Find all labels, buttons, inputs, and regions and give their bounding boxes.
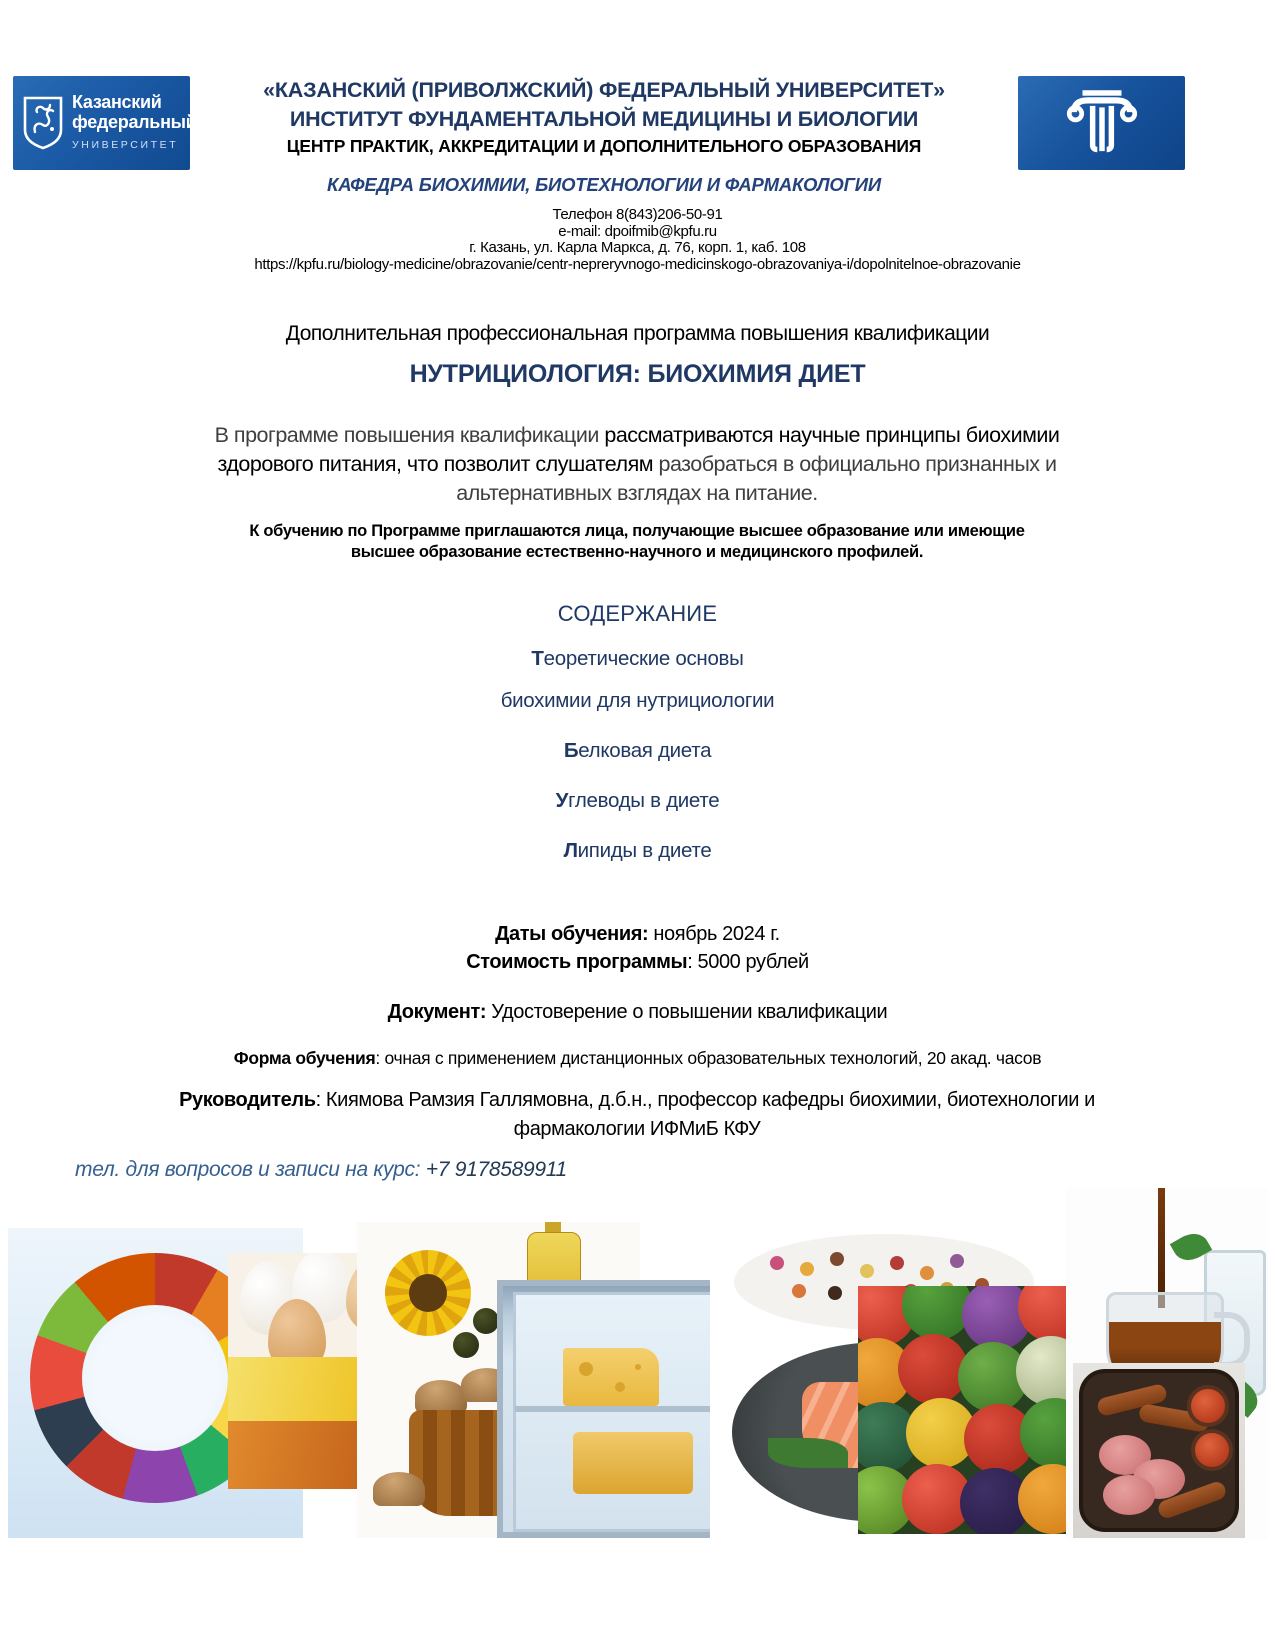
dates-value: ноябрь 2024 г. — [648, 923, 780, 945]
program-title: НУТРИЦИОЛОГИЯ: БИОХИМИЯ ДИЕТ — [409, 360, 866, 388]
contents-heading: СОДЕРЖАНИЕ — [557, 601, 718, 626]
enrollment-phone-line — [75, 1158, 567, 1182]
study-form-line — [0, 1048, 1275, 1069]
content-item-text-line2: биохимии для нутрициологии — [500, 689, 775, 712]
contacts-block — [0, 207, 1275, 273]
kfu-logo-wordmark — [72, 92, 196, 155]
greens-graphic — [768, 1438, 848, 1468]
price-value: : 5000 рублей — [687, 951, 809, 973]
audience-note: К обучению по Программе приглашаются лица, получающие высшее образование или имеющие высшее образование естественно-научного и медицинского профилей. — [249, 522, 1025, 561]
sauce-bowl-graphic — [1191, 1429, 1233, 1471]
content-item-lead: У — [555, 789, 569, 812]
content-item-text: елковая диета — [578, 739, 712, 762]
sauce-bowl-graphic — [1187, 1385, 1229, 1427]
kfu-logo-left — [13, 76, 197, 170]
contact-phone: Телефон 8(843)206-50-91 — [552, 206, 723, 223]
enrollment-phone-label: тел. для вопросов и записи на курс: — [75, 1158, 426, 1181]
dates-line — [0, 920, 1275, 948]
price-line — [0, 948, 1275, 976]
mushroom-graphic — [415, 1380, 467, 1414]
description-part-1: В программе повышения квалификации — [214, 423, 605, 447]
content-item-protein — [0, 737, 1275, 765]
header-block — [190, 76, 1018, 196]
sweets-graphic — [770, 1256, 784, 1270]
tea-glass-handle-graphic — [1214, 1312, 1250, 1368]
study-form-value: : очная с применением дистанционных образовательных технологий, 20 акад. часов — [375, 1048, 1042, 1068]
cheese-graphic — [563, 1348, 659, 1406]
study-form-label: Форма обучения — [233, 1048, 376, 1068]
logo-word-1: Казанский — [72, 91, 162, 112]
content-item-carbs — [0, 787, 1275, 815]
content-item-text: ипиды в диете — [577, 839, 712, 862]
description-part-3: разобраться в официально признанных и альтернативных взглядах на питание. — [456, 452, 1057, 505]
contact-email: e-mail: dpoifmib@kpfu.ru — [558, 222, 717, 240]
content-item-text: глеводы в диете — [568, 789, 720, 812]
program-type-line: Дополнительная профессиональная программа повышения квалификации — [285, 322, 990, 345]
dates-price-block — [0, 920, 1275, 976]
logo-word-2: федеральный — [72, 111, 197, 132]
olive-graphic — [473, 1308, 499, 1334]
column-emblem-icon — [1063, 84, 1141, 162]
university-name: «КАЗАНСКИЙ (ПРИВОЛЖСКИЙ) ФЕДЕРАЛЬНЫЙ УНИВЕРСИТЕТ» — [263, 78, 945, 102]
photo-vegetables — [858, 1286, 1074, 1534]
center-name: ЦЕНТР ПРАКТИК, АККРЕДИТАЦИИ И ДОПОЛНИТЕЛЬНОГО ОБРАЗОВАНИЯ — [286, 136, 922, 156]
tea-stream-graphic — [1158, 1188, 1165, 1308]
zilant-shield-icon — [23, 96, 63, 150]
photo-meat-platter — [1073, 1363, 1245, 1538]
olive-graphic — [453, 1332, 479, 1358]
content-item-text: еоретические основы — [543, 647, 744, 670]
program-description — [187, 421, 1087, 508]
content-item-lipids — [0, 837, 1275, 865]
document-value: Удостоверение о повышении квалификации — [486, 1001, 888, 1023]
contact-address: г. Казань, ул. Карла Маркса, д. 76, корп. 1, каб. 108 — [469, 239, 806, 256]
program-head-label: Руководитель — [179, 1089, 316, 1111]
logo-word-3: УНИВЕРСИТЕТ — [72, 138, 179, 151]
contents-section — [0, 601, 1275, 887]
contact-url: https://kpfu.ru/biology-medicine/obrazovanie/centr-nepreryvnogo-medicinskogo-obrazovaniya-i/dopolnitelnoe-obrazovanie — [254, 255, 1021, 273]
meat-slice-graphic — [1103, 1475, 1155, 1515]
cheese-graphic — [573, 1432, 693, 1494]
kfu-logo-right — [1018, 76, 1185, 170]
document-line — [0, 1001, 1275, 1024]
content-item-theory — [0, 645, 1275, 715]
sunflower-graphic — [385, 1250, 471, 1336]
program-head-line — [147, 1086, 1127, 1144]
enrollment-phone-number: +7 9178589911 — [425, 1158, 567, 1181]
content-item-lead: Б — [563, 739, 579, 762]
content-item-lead: Т — [531, 647, 544, 670]
mushroom-graphic — [373, 1472, 425, 1506]
document-label: Документ: — [387, 1001, 487, 1023]
dates-label: Даты обучения: — [495, 923, 649, 945]
content-item-lead: Л — [563, 839, 578, 862]
department-name: КАФЕДРА БИОХИМИИ, БИОТЕХНОЛОГИИ И ФАРМАКОЛОГИИ — [327, 174, 881, 195]
description-part-2: рассматриваются научные принципы биохимии здорового питания, что позволит слушателям — [217, 423, 1060, 476]
program-head-value: : Киямова Рамзия Галлямовна, д.б.н., профессор кафедры биохимии, биотехнологии и фармакологии ИФМиБ КФУ — [315, 1089, 1095, 1140]
institute-name: ИНСТИТУТ ФУНДАМЕНТАЛЬНОЙ МЕДИЦИНЫ И БИОЛОГИИ — [289, 107, 919, 131]
price-label: Стоимость программы — [466, 951, 688, 973]
